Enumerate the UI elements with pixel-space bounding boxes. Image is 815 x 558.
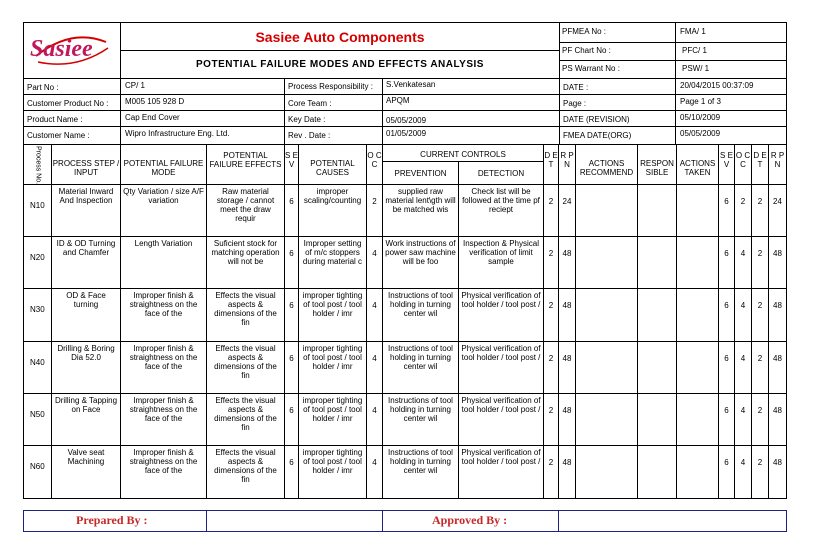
cell-causes: improper tighting of tool post / tool holder / imr	[302, 448, 363, 475]
header-actions-taken: ACTIONS TAKEN	[679, 159, 716, 177]
cell-failure-mode: Improper finish & straightness on the face of the	[129, 396, 198, 423]
cell-failure-mode: Improper finish & straightness on the face of the	[129, 291, 198, 318]
cell-sev-2: 6	[724, 406, 729, 415]
page-label: Page :	[563, 99, 587, 108]
logo-text: Sasiee	[30, 36, 93, 62]
customer-name-label: Customer Name :	[27, 131, 90, 140]
header-causes: POTENTIAL CAUSES	[310, 159, 355, 177]
document-title: POTENTIAL FAILURE MODES AND EFFECTS ANALYSIS	[196, 59, 484, 70]
cell-sev-2: 6	[724, 354, 729, 363]
header-current-controls: CURRENT CONTROLS	[420, 150, 506, 159]
cell-prevention: Instructions of tool holding in turning center wil	[388, 344, 453, 371]
cell-prevention: Instructions of tool holding in turning center wil	[388, 396, 453, 423]
cell-occ-2: 4	[740, 354, 746, 363]
cell-det: 2	[548, 406, 554, 415]
cell-sev-2: 6	[724, 197, 729, 206]
date-value: 20/04/2015 00:37:09	[680, 81, 754, 90]
rev-date-value: 01/05/2009	[386, 129, 427, 138]
product-name-label: Product Name :	[27, 115, 83, 124]
cell-sev: 6	[289, 458, 294, 467]
pfmea-no-label: PFMEA No :	[562, 27, 607, 36]
header-det: D E T	[544, 151, 558, 169]
header-actions-recommend: ACTIONS RECOMMEND	[579, 159, 634, 177]
cell-det-2: 2	[757, 301, 763, 310]
cell-rpn-2: 48	[773, 354, 782, 363]
cell-rpn-2: 48	[773, 458, 782, 467]
pfmea-no-value: FMA/ 1	[680, 27, 706, 36]
cell-failure-effects: Raw material storage / cannot meet the draw requir	[216, 187, 275, 223]
cell-sev-2: 6	[724, 249, 729, 258]
cell-det-2: 2	[757, 354, 763, 363]
cell-failure-effects: Effects the visual aspects & dimensions of the fin	[214, 448, 277, 484]
footer-divider	[382, 510, 383, 532]
header-rpn: R P N	[560, 151, 574, 169]
cell-occ-2: 4	[740, 406, 746, 415]
cell-occ: 2	[372, 197, 377, 206]
cell-process-no: N60	[30, 462, 45, 471]
header-occ-2: O C C	[735, 151, 751, 169]
cell-detection: Physical verification of tool holder / tool post /	[461, 448, 541, 466]
cell-rpn-2: 48	[773, 249, 782, 258]
cell-rpn: 48	[562, 301, 572, 310]
cell-failure-effects: Effects the visual aspects & dimensions of the fin	[214, 396, 277, 432]
header-process-step: PROCESS STEP / INPUT	[52, 159, 120, 177]
cell-process-no: N30	[30, 305, 45, 314]
part-no-label: Part No :	[27, 83, 59, 92]
cell-actions-recommend	[578, 197, 635, 235]
cell-process-no: N40	[30, 358, 45, 367]
customer-product-label: Customer Product No :	[27, 99, 109, 108]
cell-det: 2	[548, 197, 554, 206]
cell-detection: Check list will be followed at the time pf reciept	[462, 187, 540, 214]
cell-process-no: N50	[30, 410, 45, 419]
prepared-by-label: Prepared By :	[76, 513, 148, 527]
cell-responsible	[640, 458, 674, 496]
cell-causes: improper tighting of tool post / tool holder / imr	[302, 396, 363, 423]
cell-occ-2: 2	[740, 197, 746, 206]
cell-actions-taken	[679, 301, 716, 339]
cell-causes: Improper setting of m/c stoppers during material c	[302, 239, 363, 266]
cell-actions-recommend	[578, 301, 635, 339]
cell-sev: 6	[289, 354, 294, 363]
cell-failure-mode: Length Variation	[134, 239, 193, 248]
cell-det-2: 2	[757, 249, 763, 258]
key-date-value: 05/05/2009	[386, 116, 427, 125]
header-process-no-text: Process No.	[34, 145, 41, 184]
cell-failure-mode: Improper finish & straightness on the face of the	[129, 344, 198, 371]
cell-responsible	[640, 197, 674, 235]
cell-process-step: Drilling & Boring Dia 52.0	[57, 344, 115, 362]
cell-rpn-2: 48	[773, 301, 782, 310]
cell-process-step: Valve seat Machining	[67, 448, 105, 466]
cell-rpn-2: 24	[773, 197, 782, 206]
cell-failure-mode: Qty Variation / size A/F variation	[123, 187, 204, 205]
cell-failure-effects: Effects the visual aspects & dimensions of the fin	[214, 344, 277, 380]
cell-actions-recommend	[578, 249, 635, 287]
cell-failure-mode: Improper finish & straightness on the face of the	[129, 448, 198, 475]
cell-process-step: Drilling & Tapping on Face	[54, 396, 118, 414]
cell-rpn: 24	[562, 197, 572, 206]
company-logo	[26, 26, 116, 74]
cell-det-2: 2	[757, 197, 763, 206]
date-revision-value: 05/10/2009	[680, 113, 721, 122]
core-team-label: Core Team :	[288, 99, 332, 108]
cell-responsible	[640, 406, 674, 444]
header-failure-mode: POTENTIAL FAILURE MODE	[123, 159, 204, 177]
cell-det: 2	[548, 249, 554, 258]
date-label: DATE :	[563, 83, 589, 92]
footer-divider-3	[206, 510, 207, 532]
cell-rpn: 48	[562, 458, 572, 467]
cell-responsible	[640, 354, 674, 392]
fmea-date-org-label: FMEA DATE(ORG)	[563, 131, 632, 140]
cell-causes: improper scaling/counting	[303, 187, 362, 205]
cell-sev: 6	[289, 406, 294, 415]
cell-actions-recommend	[578, 354, 635, 392]
cell-process-step: ID & OD Turning and Chamfer	[56, 239, 116, 257]
cell-prevention: Work instructions of power saw machine will be foo	[385, 239, 456, 266]
cell-occ-2: 4	[740, 458, 746, 467]
cell-actions-recommend	[578, 458, 635, 496]
header-det-2: D E T	[753, 151, 767, 169]
cell-det: 2	[548, 301, 554, 310]
cell-occ: 4	[372, 301, 377, 310]
cell-process-no: N10	[30, 201, 45, 210]
cell-sev-2: 6	[724, 301, 729, 310]
cell-occ: 4	[372, 406, 377, 415]
cell-sev: 6	[289, 197, 294, 206]
cell-prevention: Instructions of tool holding in turning center wil	[388, 448, 453, 475]
cell-det-2: 2	[757, 406, 763, 415]
cell-det-2: 2	[757, 458, 763, 467]
cell-sev-2: 6	[724, 458, 729, 467]
cell-process-step: Material Inward And Inspection	[58, 187, 114, 205]
cell-rpn: 48	[562, 249, 572, 258]
cell-rpn: 48	[562, 354, 572, 363]
cell-actions-taken	[679, 354, 716, 392]
customer-name-value: Wipro Infrastructure Eng. Ltd.	[125, 129, 230, 138]
cell-actions-taken	[679, 249, 716, 287]
approved-by-label: Approved By :	[432, 513, 508, 527]
process-responsibility-label: Process Responsibility :	[288, 82, 373, 91]
ps-warrant-label: PS Warrant No :	[562, 64, 620, 73]
page-value: Page 1 of 3	[680, 97, 721, 106]
date-revision-label: DATE (REVISION)	[563, 115, 630, 124]
cell-actions-taken	[679, 197, 716, 235]
core-team-value: APQM	[386, 96, 410, 105]
cell-actions-taken	[679, 458, 716, 496]
cell-failure-effects: Suficient stock for matching operation will not be	[211, 239, 280, 266]
rev-date-label: Rev . Date :	[288, 131, 331, 140]
header-detection: DETECTION	[477, 169, 525, 178]
cell-det: 2	[548, 354, 554, 363]
key-date-label: Key Date :	[288, 115, 326, 124]
cell-causes: improper tighting of tool post / tool holder / imr	[302, 344, 363, 371]
header-responsible: RESPON SIBLE	[640, 159, 674, 177]
cell-sev: 6	[289, 249, 294, 258]
pf-chart-value: PFC/ 1	[682, 46, 707, 55]
cell-actions-recommend	[578, 406, 635, 444]
cell-rpn: 48	[562, 406, 572, 415]
header-rpn-2: R P N	[770, 151, 785, 169]
ps-warrant-value: PSW/ 1	[682, 64, 710, 73]
cell-detection: Physical verification of tool holder / tool post /	[461, 396, 541, 414]
header-occ: O C C	[367, 151, 382, 169]
cell-rpn-2: 48	[773, 406, 782, 415]
cell-prevention: supplied raw material lent\gth will be matched wis	[385, 187, 456, 214]
cell-sev: 6	[289, 301, 294, 310]
cell-process-no: N20	[30, 253, 45, 262]
customer-product-value: M005 105 928 D	[125, 97, 185, 106]
product-name-value: Cap End Cover	[125, 113, 180, 122]
cell-occ: 4	[372, 458, 377, 467]
cell-actions-taken	[679, 406, 716, 444]
cell-occ-2: 4	[740, 301, 746, 310]
process-responsibility-value: S.Venkatesan	[386, 80, 436, 89]
cell-occ: 4	[372, 354, 377, 363]
header-sev: S E V	[285, 151, 298, 169]
company-name: Sasiee Auto Components	[255, 29, 425, 45]
pf-chart-label: PF Chart No :	[562, 46, 611, 55]
header-process-no	[24, 145, 51, 184]
part-no-value: CP/ 1	[125, 81, 146, 90]
footer-divider-2	[558, 510, 559, 532]
cell-causes: improper tighting of tool post / tool holder / imr	[302, 291, 363, 318]
cell-occ: 4	[372, 249, 377, 258]
fmea-date-org-value: 05/05/2009	[680, 129, 721, 138]
cell-occ-2: 4	[740, 249, 746, 258]
header-sev-2: S E V	[720, 151, 733, 169]
cell-detection: Inspection & Physical verification of limit sample	[462, 239, 540, 266]
cell-process-step: OD & Face turning	[66, 291, 106, 309]
header-failure-effects: POTENTIAL FAILURE EFFECTS	[209, 151, 282, 169]
cell-detection: Physical verification of tool holder / tool post /	[461, 344, 541, 362]
cell-det: 2	[548, 458, 554, 467]
cell-responsible	[640, 249, 674, 287]
cell-responsible	[640, 301, 674, 339]
header-prevention: PREVENTION	[394, 169, 447, 178]
cell-detection: Physical verification of tool holder / tool post /	[461, 291, 541, 309]
cell-failure-effects: Effects the visual aspects & dimensions of the fin	[214, 291, 277, 327]
cell-prevention: Instructions of tool holding in turning center wil	[388, 291, 453, 318]
